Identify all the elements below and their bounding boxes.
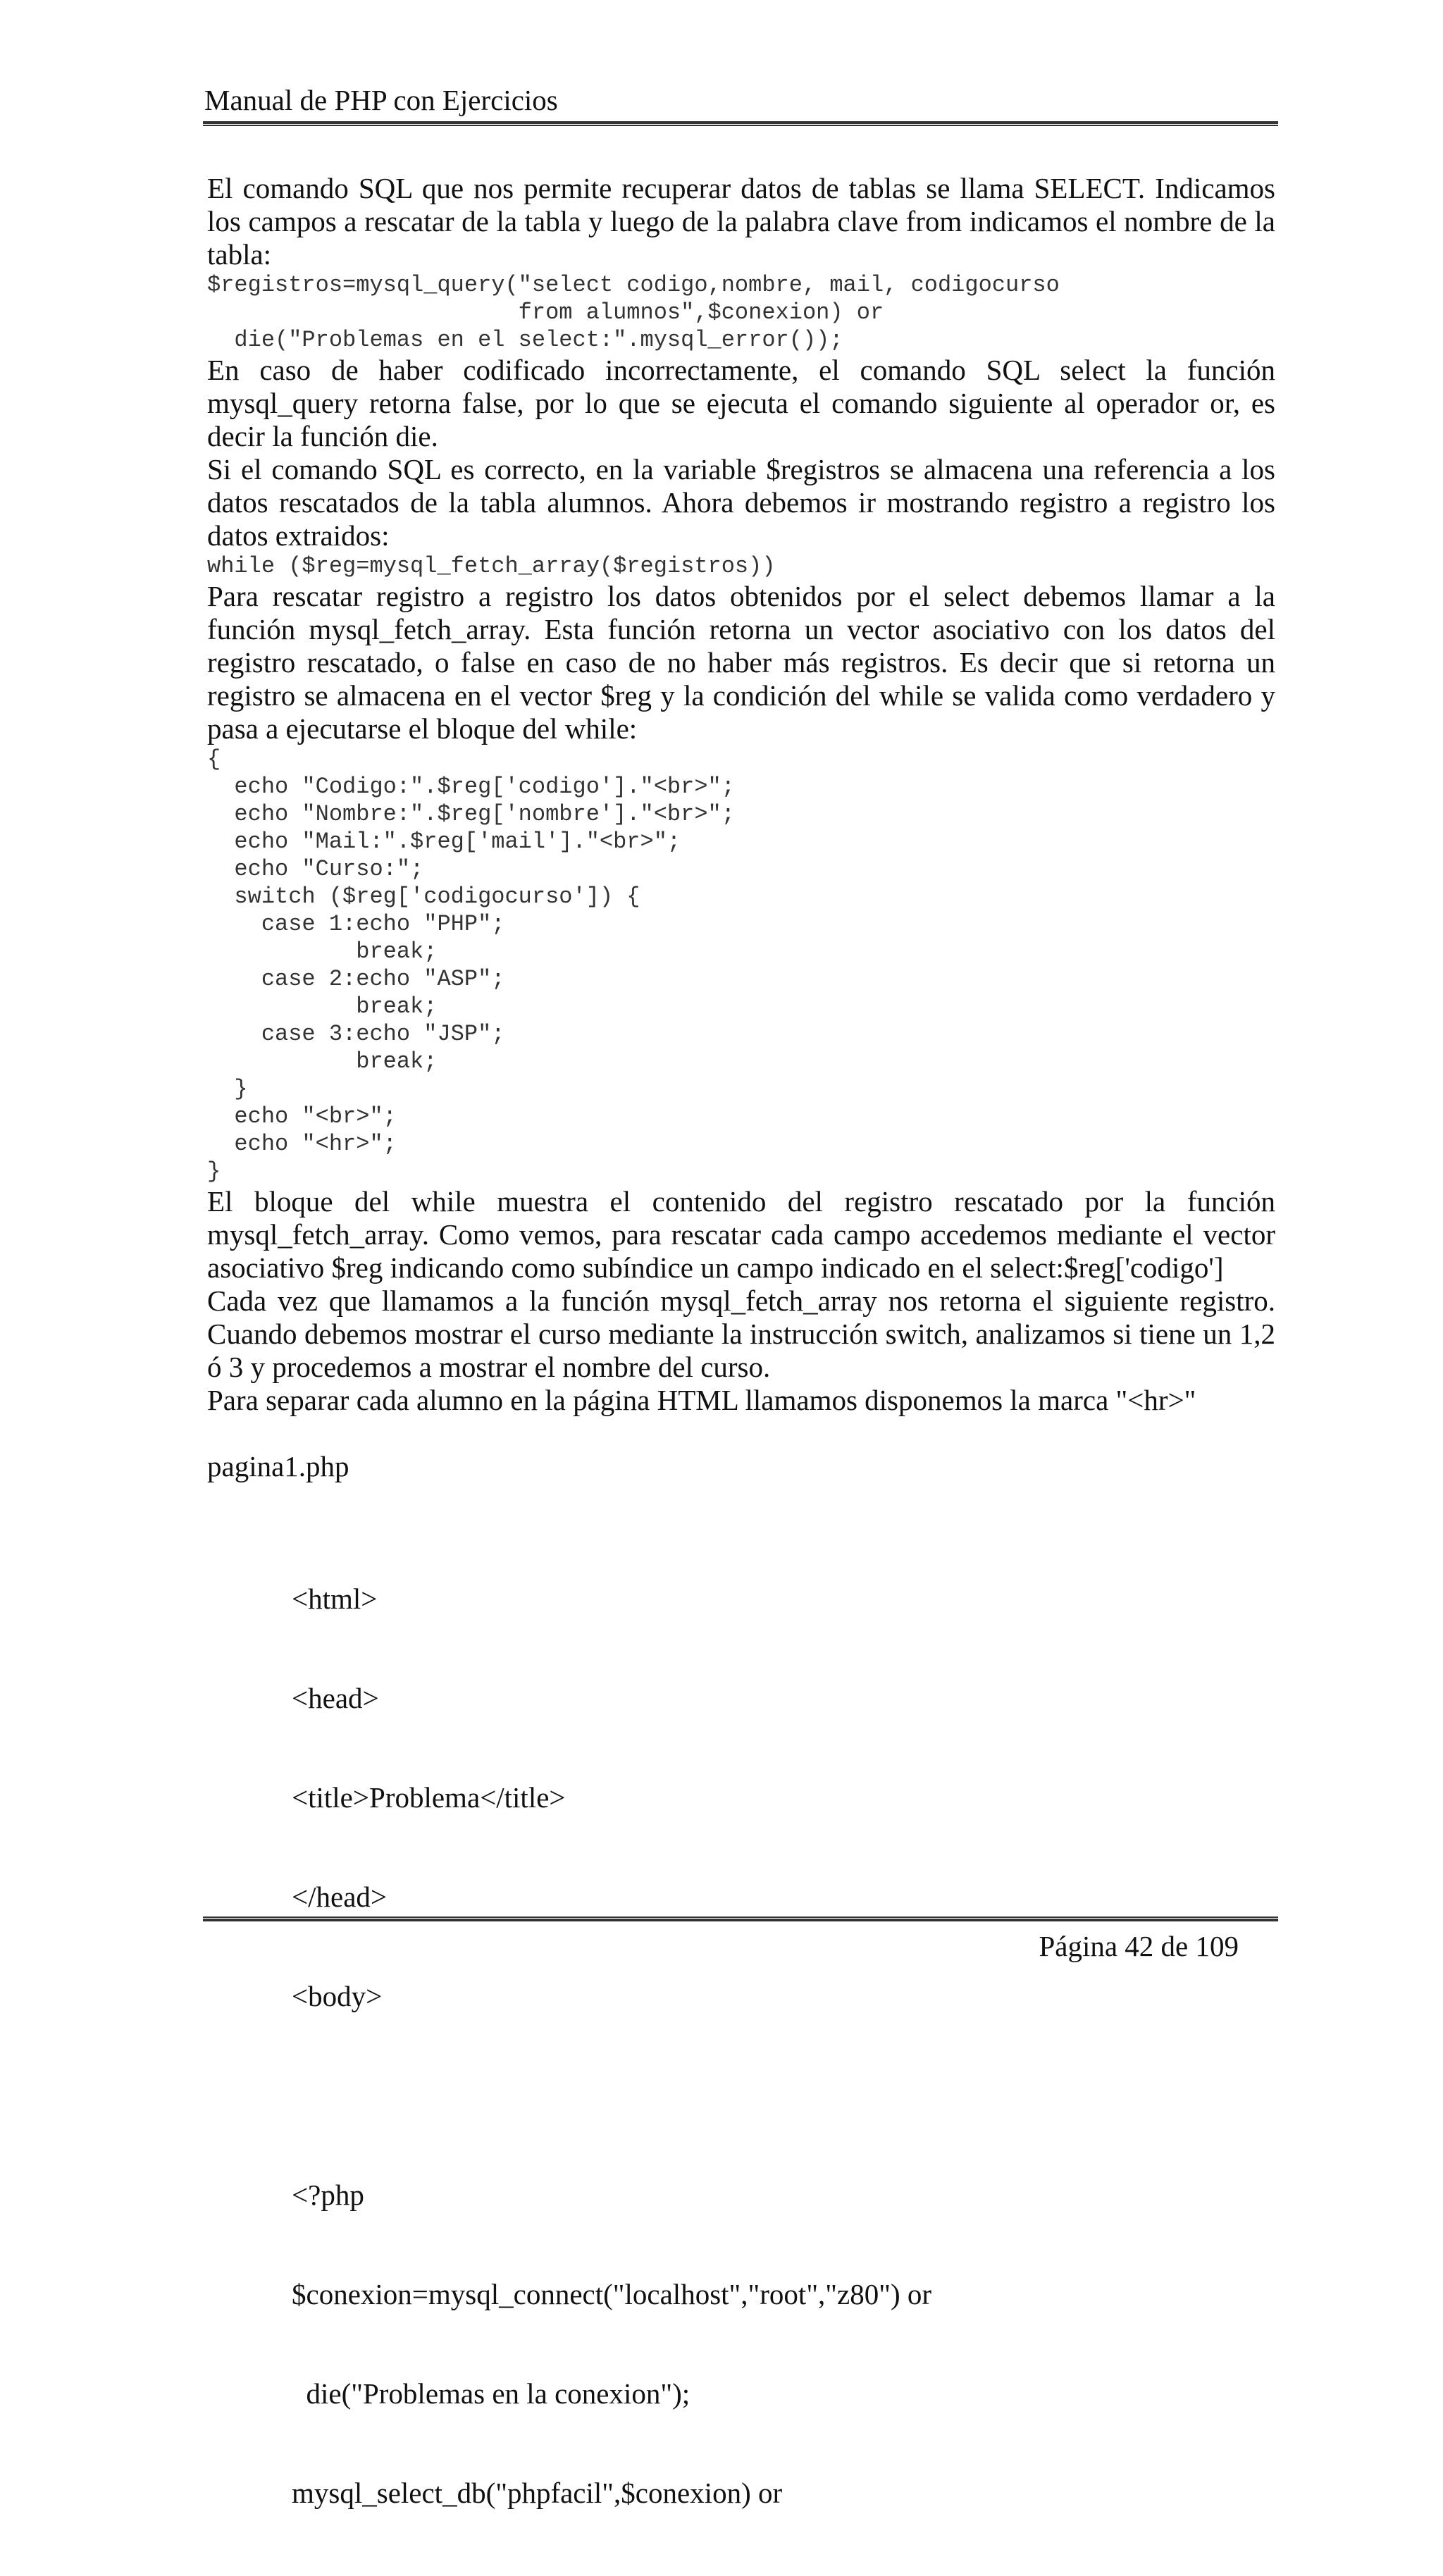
code-line: $registros=mysql_query("select codigo,nombre, mail, codigocurso (207, 272, 1060, 298)
listing-line: </head> (292, 1881, 388, 1913)
code-line: switch ($reg['codigocurso']) { (207, 884, 640, 910)
page-number: Página 42 de 109 (1039, 1930, 1239, 1962)
code-block-query (207, 271, 1275, 354)
listing-line: <body> (292, 1980, 383, 2012)
listing-line: <title>Problema</title> (292, 1781, 566, 1814)
paragraph-while-block: El bloque del while muestra el contenido del registro rescatado por la función mysql_fetch_array. Como vemos, para rescatar cada campo accedemos mediante el vector asociativo $reg indicando como subíndice un campo indicado en el select:$reg['codigo'] (207, 1185, 1275, 1284)
listing-line: mysql_select_db("phpfacil",$conexion) or (292, 2477, 783, 2509)
code-line: echo "Mail:".$reg['mail']."<br>"; (207, 829, 681, 855)
code-line: echo "<hr>"; (207, 1131, 397, 1157)
paragraph-next-record: Cada vez que llamamos a la función mysql_fetch_array nos retorna el siguiente registro. Cuando debemos mostrar el curso mediante la instrucción switch, analizamos si tiene un 1,2 ó 3 y procedemos a mostrar el nombre del curso. (207, 1284, 1275, 1383)
code-line: break; (207, 993, 438, 1020)
paragraph-query-error: En caso de haber codificado incorrectamente, el comando SQL select la función mysql_query retorna false, por lo que se ejecuta el comando siguiente al operador or, es decir la función die. (207, 354, 1275, 452)
listing-line: <head> (292, 1682, 379, 1714)
code-line: case 3:echo "JSP"; (207, 1021, 505, 1047)
code-line: echo "Codigo:".$reg['codigo']."<br>"; (207, 774, 735, 800)
paragraph-select-intro: El comando SQL que nos permite recuperar datos de tablas se llama SELECT. Indicamos los campos a rescatar de la tabla y luego de la palabra clave from indicamos el nombre de la tabla: (207, 172, 1275, 271)
code-line: while ($reg=mysql_fetch_array($registros)) (207, 553, 776, 579)
code-line: echo "<br>"; (207, 1103, 397, 1129)
code-line: echo "Nombre:".$reg['nombre']."<br>"; (207, 801, 735, 827)
code-line: break; (207, 939, 438, 965)
code-line: case 1:echo "PHP"; (207, 911, 505, 937)
code-block-while-body (207, 745, 1275, 1185)
code-line: from alumnos",$conexion) or (207, 299, 884, 326)
page-header-title: Manual de PHP con Ejercicios (204, 84, 558, 116)
code-line: echo "Curso:"; (207, 856, 424, 882)
code-line: } (207, 1076, 248, 1102)
page-content (207, 172, 1275, 2576)
paragraph-registros: Si el comando SQL es correcto, en la variable $registros se almacena una referencia a los datos rescatados de la tabla alumnos. Ahora debemos ir mostrando registro a registro los datos extraidos: (207, 453, 1275, 552)
code-block-while (207, 552, 1275, 580)
listing-line: <?php (292, 2179, 364, 2211)
code-line: die("Problemas en el select:".mysql_error()); (207, 327, 843, 353)
file-name-heading: pagina1.php (207, 1450, 349, 1482)
code-line: case 2:echo "ASP"; (207, 966, 505, 992)
paragraph-fetch-array: Para rescatar registro a registro los datos obtenidos por el select debemos llamar a la función mysql_fetch_array. Esta función retorna un vector asociativo con los datos del registro rescatado, o false en caso de no haber más registros. Es decir que si retorna un registro se almacena en el vector $reg y la condición del while se valida como verdadero y pasa a ejecutarse el bloque del while: (207, 580, 1275, 745)
source-listing (207, 1516, 1275, 2576)
code-line: { (207, 746, 221, 772)
listing-line: die("Problemas en la conexion"); (292, 2377, 690, 2410)
footer-rule (203, 1916, 1278, 1921)
code-line: } (207, 1158, 221, 1184)
blank-line (207, 1483, 1275, 1516)
code-line: break; (207, 1048, 438, 1075)
listing-line: <html> (292, 1583, 378, 1615)
listing-line (292, 2079, 1275, 2112)
paragraph-hr-separator: Para separar cada alumno en la página HTML llamamos disponemos la marca "<hr>" (207, 1384, 1196, 1416)
listing-line: $conexion=mysql_connect("localhost","root","z80") or (292, 2278, 932, 2310)
header-rule (203, 121, 1278, 126)
blank-line (207, 1417, 1275, 1450)
